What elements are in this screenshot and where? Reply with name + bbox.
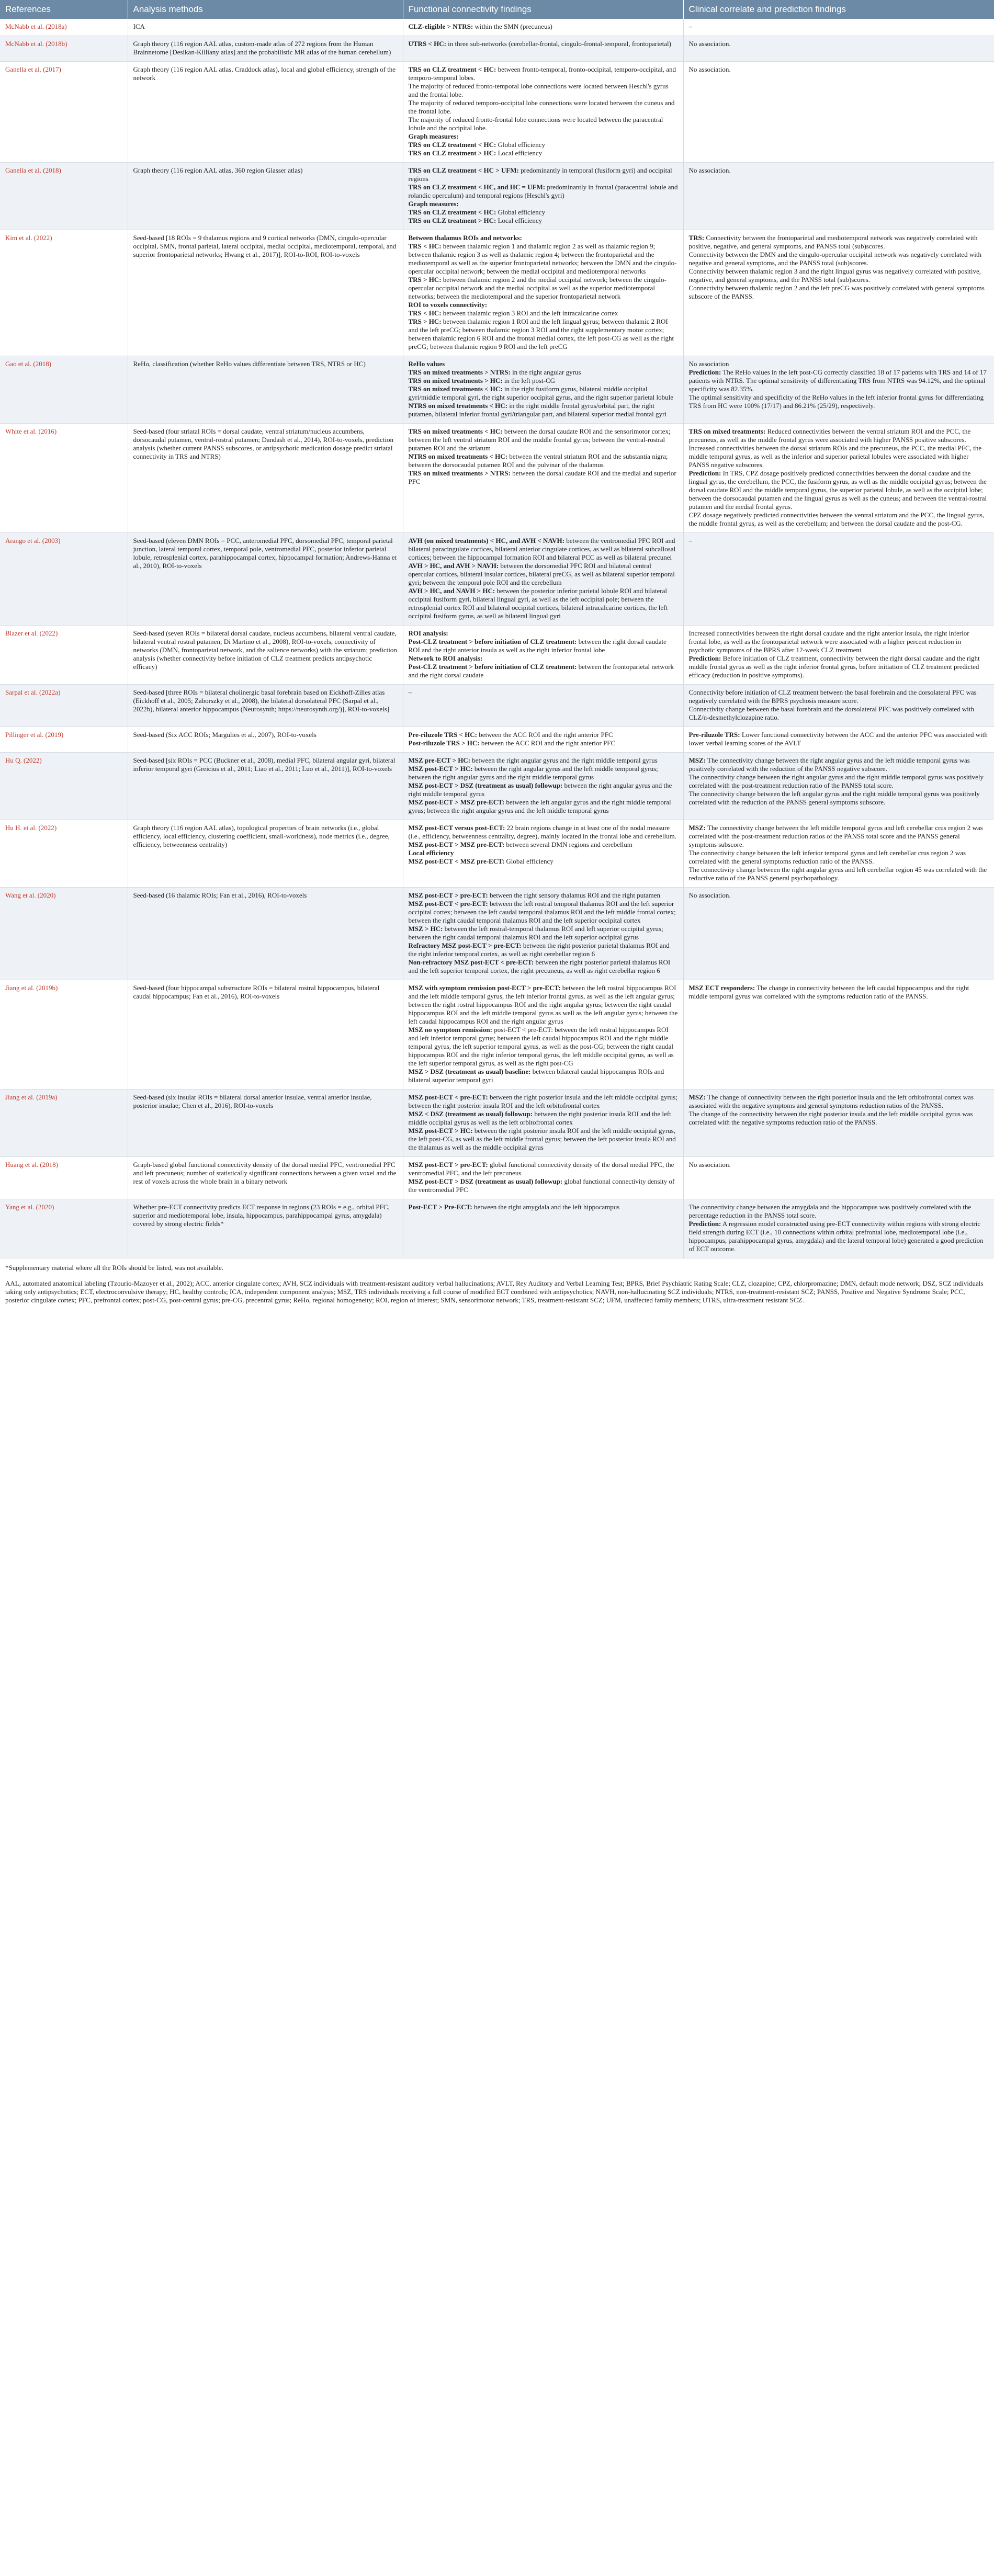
fc-finding-line: MSZ pre-ECT > HC: between the right angular gyrus and the right middle temporal gyrus: [408, 756, 658, 764]
fc-findings-cell: [403, 533, 683, 626]
table-row: [0, 163, 994, 230]
analysis-method-text: ReHo, classification (whether ReHo values differentiate between TRS, NTRS or HC): [133, 360, 366, 368]
fc-finding-line: AVH (on mixed treatments) < HC, and AVH < NAVH: between the ventromedial PFC ROI and bilateral paracingulate cortices, bilateral anterior cingulate cortices, as well as bilateral subcallosal cortices; between the hippocampal formation ROI and bilateral PCC as well as bilateral precunei: [408, 537, 676, 561]
fc-findings-cell: [403, 820, 683, 888]
fc-finding-line: TRS on CLZ treatment > HC: Local efficiency: [408, 217, 543, 224]
fc-finding-line: Pre-riluzole TRS < HC: between the ACC ROI and the right anterior PFC: [408, 731, 613, 739]
clinical-finding-line: –: [688, 22, 692, 30]
reference-cell[interactable]: Huang et al. (2018): [0, 1157, 128, 1199]
fc-findings-cell: [403, 356, 683, 424]
analysis-method-text: Seed-based [six ROIs = PCC (Buckner et al., 2008), medial PFC, bilateral angular gyri, bilateral inferior temporal gyri (Greicius et al., 2011; Liao et al., 2011; Luo et al., 2011)], ROI-to-voxels: [133, 756, 396, 773]
clinical-finding-line: TRS: Connectivity between the frontoparietal and mediotemporal network was negatively correlated with positive, negative, and general symptoms, and PANSS total (sub)scores.: [688, 234, 978, 250]
table-row: [0, 888, 994, 980]
fc-finding-line: MSZ > DSZ (treatment as usual) baseline: between bilateral caudal hippocampus ROIs and bilateral superior temporal gyri: [408, 1068, 664, 1084]
clinical-finding-line: The connectivity change between the right angular gyrus and left cerebellar region 45 was correlated with the reductive ratio of the PANSS general psychopathology.: [688, 866, 987, 882]
fc-finding-line: Non-refractory MSZ post-ECT < pre-ECT: between the right posterior parietal thalamus ROI and the left superior temporal cortex, the right precuneus, as well as right cerebellar region 6: [408, 958, 671, 974]
fc-finding-line: TRS > HC: between thalamic region 2 and the medial occipital network; between the cingulo-opercular occipital network and the medial occipital as well as the superior mediotemporal networks; between the mediotemporal and the superior frontoparietal network: [408, 276, 667, 300]
analysis-method-cell: [128, 19, 403, 36]
clinical-finding-line: MSZ: The change of connectivity between the right posterior insula and the left orbitofrontal cortex was associated with the negative symptoms and general symptoms reduction ratios of the PANSS.: [688, 1093, 974, 1109]
clinical-finding-line: –: [688, 537, 692, 544]
clinical-findings-cell: [683, 1157, 994, 1199]
fc-finding-line: Between thalamus ROIs and networks:: [408, 234, 522, 242]
analysis-method-cell: [128, 230, 403, 356]
reference-cell[interactable]: Ganella et al. (2018): [0, 163, 128, 230]
fc-finding-line: Network to ROI analysis:: [408, 654, 483, 662]
table-row: [0, 753, 994, 820]
table-row: [0, 1090, 994, 1157]
fc-finding-line: ROI analysis:: [408, 629, 448, 637]
fc-findings-cell: [403, 753, 683, 820]
fc-findings-cell: [403, 163, 683, 230]
fc-finding-line: TRS on mixed treatments > NTRS: between the dorsal caudate ROI and the medial and superior PFC: [408, 469, 676, 485]
clinical-finding-line: No association.: [688, 891, 731, 899]
fc-finding-line: Graph measures:: [408, 200, 459, 208]
fc-finding-line: MSZ post-ECT > DSZ (treatment as usual) followup: global functional connectivity density of the ventromedial PFC: [408, 1177, 675, 1194]
table-row: [0, 230, 994, 356]
analysis-method-text: Seed-based (Six ACC ROIs; Margulies et al., 2007), ROI-to-voxels: [133, 731, 317, 739]
fc-finding-line: TRS on mixed treatments > NTRS: in the right angular gyrus: [408, 368, 581, 376]
clinical-findings-cell: [683, 727, 994, 753]
clinical-finding-line: The connectivity change between the left inferior temporal gyrus and left cerebellar crus region 2 was correlated with the general symptoms reduction ratio of the PANSS.: [688, 849, 966, 865]
analysis-method-cell: [128, 888, 403, 980]
column-header-analysis-methods: Analysis methods: [128, 0, 403, 19]
reference-cell[interactable]: Arango et al. (2003): [0, 533, 128, 626]
fc-finding-line: MSZ post-ECT > pre-ECT: global functional connectivity density of the dorsal medial PFC, the ventromedial PFC, and the left precuneus: [408, 1161, 674, 1177]
analysis-method-text: Graph theory (116 region AAL atlas, 360 region Glasser atlas): [133, 166, 303, 174]
analysis-method-cell: [128, 980, 403, 1090]
reference-cell[interactable]: Hu H. et al. (2022): [0, 820, 128, 888]
reference-cell[interactable]: Sarpal et al. (2022a): [0, 685, 128, 727]
analysis-method-text: Seed-based (16 thalamic ROIs; Fan et al., 2016), ROI-to-voxels: [133, 891, 307, 899]
analysis-method-text: Whether pre-ECT connectivity predicts ECT response in regions (23 ROIs = e.g., orbital PFC, superior and mediotemporal lobe, insula, hippocampus, parahippocampal gyrus, amygdala) covered by strong electric fields*: [133, 1203, 390, 1228]
fc-findings-cell: [403, 62, 683, 163]
fc-finding-line: Post-CLZ treatment > before initiation of CLZ treatment: between the frontoparietal network and the right dorsal caudate: [408, 663, 674, 679]
table-row: [0, 424, 994, 533]
fc-finding-line: Post-riluzole TRS > HC: between the ACC ROI and the right anterior PFC: [408, 739, 616, 747]
table-row: [0, 36, 994, 62]
fc-finding-line: The majority of reduced temporo-occipital lobe connections were located between the cuneus and the frontal lobe.: [408, 99, 675, 115]
fc-finding-line: TRS on CLZ treatment < HC: Global efficiency: [408, 208, 545, 216]
clinical-finding-line: MSZ: The connectivity change between the right angular gyrus and the left middle temporal gyrus was positively correlated with the reduction of the PANSS negative subscore.: [688, 756, 970, 773]
clinical-finding-line: The change of the connectivity between the right posterior insula and the left middle occipital gyrus was correlated with the negative symptoms reduction ratio of the PANSS.: [688, 1110, 973, 1126]
table-row: [0, 820, 994, 888]
reference-cell[interactable]: Jiang et al. (2019b): [0, 980, 128, 1090]
analysis-method-text: Seed-based (seven ROIs = bilateral dorsal caudate, nucleus accumbens, bilateral ventral caudate, bilateral ventral rostral putamen; Di Martino et al., 2008), ROI-to-voxels, connectivity of networks (DMN, frontoparietal network, and the salience networks) with the striatum; prediction analysis (whether connectivity before initiation of CLZ treatment predicts antipsychotic efficacy): [133, 629, 397, 671]
fc-finding-line: Local efficiency: [408, 849, 454, 857]
fc-finding-line: MSZ post-ECT > MSZ pre-ECT: between the left angular gyrus and the right middle temporal gyrus; between the right angular gyrus and the left middle temporal gyrus: [408, 798, 671, 814]
fc-finding-line: MSZ post-ECT versus post-ECT: 22 brain regions change in at least one of the nodal measure (i.e., efficiency, betweenness centrality, degree), mainly located in the frontal lobe and cerebellum.: [408, 824, 676, 840]
fc-finding-line: TRS on CLZ treatment > HC: Local efficiency: [408, 149, 543, 157]
clinical-findings-cell: [683, 424, 994, 533]
table-body: [0, 19, 994, 1258]
clinical-findings-cell: [683, 62, 994, 163]
analysis-method-text: ICA: [133, 22, 145, 30]
fc-finding-line: MSZ post-ECT > HC: between the right angular gyrus and the left middle temporal gyrus; between the right angular gyrus and the right middle temporal gyrus: [408, 765, 658, 781]
clinical-finding-line: Prediction: In TRS, CPZ dosage positively predicted connectivities between the dorsal caudate and the lingual gyrus, the cerebellum, the PCC, the fusiform gyrus, as well as the middle occipital gyrus; between the dorsal caudate ROI and the middle temporal gyrus, the superior parietal lobule, as well as the occipital lobe; between the dorsocaudal putamen and the lingual gyrus as well as the cuneus; and between the ventral-rostral putamen and the medial frontal gyrus.: [688, 469, 987, 510]
analysis-method-cell: [128, 533, 403, 626]
reference-cell[interactable]: Pillinger et al. (2019): [0, 727, 128, 753]
fc-finding-line: Post-ECT > Pre-ECT: between the right amygdala and the left hippocampus: [408, 1203, 620, 1211]
fc-finding-line: MSZ post-ECT > MSZ pre-ECT: between several DMN regions and cerebellum: [408, 841, 632, 848]
reference-cell[interactable]: White et al. (2016): [0, 424, 128, 533]
clinical-findings-cell: [683, 356, 994, 424]
fc-finding-line: –: [408, 688, 412, 696]
clinical-finding-line: No association: [688, 360, 729, 368]
analysis-method-cell: [128, 163, 403, 230]
table-row: [0, 19, 994, 36]
fc-findings-cell: [403, 980, 683, 1090]
clinical-finding-line: No association.: [688, 1161, 731, 1168]
analysis-method-cell: [128, 1157, 403, 1199]
fc-finding-line: MSZ > HC: between the left rostral-temporal thalamus ROI and left superior occipital gyrus; between the right caudal temporal thalamus ROI and the left superior occipital gyrus: [408, 925, 663, 941]
analysis-method-text: Seed-based (six insular ROIs = bilateral dorsal anterior insulae, ventral anterior insulae, posterior insulae; Chen et al., 2016), ROI-to-voxels: [133, 1093, 372, 1109]
clinical-finding-line: The connectivity change between the amygdala and the hippocampus was positively correlated with the percentage reduction in the PANSS total score.: [688, 1203, 972, 1219]
clinical-findings-cell: [683, 1199, 994, 1258]
column-header-fc-findings: Functional connectivity findings: [403, 0, 683, 19]
clinical-findings-cell: [683, 19, 994, 36]
fc-findings-cell: [403, 727, 683, 753]
clinical-finding-line: MSZ ECT responders: The change in connectivity between the left caudal hippocampus and the right middle temporal gyrus was correlated with the symptoms reduction ratio of the PANSS.: [688, 984, 969, 1000]
analysis-method-cell: [128, 727, 403, 753]
table-row: [0, 1157, 994, 1199]
fc-finding-line: CLZ-eligible > NTRS: within the SMN (precuneus): [408, 22, 552, 30]
footnote-supplementary: *Supplementary material where all the ROIs should be listed, was not available.: [5, 1264, 223, 1272]
fc-finding-line: TRS < HC: between thalamic region 1 and thalamic region 2 as well as thalamic region 9; between thalamic region 3 as well as thalamic region 4; between the frontoparietal and the mediotemporal as well as the superior frontoparietal networks; between the DMN and the cingulo-opercular occipital network; between the medial occipital and mediotemporal networks: [408, 242, 677, 275]
fc-finding-line: TRS on CLZ treatment < HC: between fronto-temporal, fronto-occipital, temporo-occipital, and temporo-temporal lobes.: [408, 65, 676, 82]
reference-cell[interactable]: Gao et al. (2018): [0, 356, 128, 424]
table-row: [0, 356, 994, 424]
table-row: [0, 62, 994, 163]
fc-findings-cell: [403, 36, 683, 62]
fc-finding-line: MSZ no symptom remission: post-ECT < pre-ECT: between the left rostral hippocampus ROI and left inferior temporal gyrus; between the left caudal hippocampus ROI and the right middle temporal gyrus, the left superior temporal gyrus, as well as the post-CG; between the right caudal hippocampus ROI and the right inferior temporal gyrus, the left middle occipital gyrus, as well as the left superior temporal gyrus, as well as the right post-CG: [408, 1026, 674, 1067]
fc-finding-line: The majority of reduced fronto-temporal lobe connections were located between Heschl's gyrus and the frontal lobe.: [408, 82, 669, 98]
clinical-findings-cell: [683, 36, 994, 62]
reference-cell[interactable]: Kim et al. (2022): [0, 230, 128, 356]
fc-finding-line: MSZ post-ECT > DSZ (treatment as usual) followup: between the right angular gyrus and the right middle temporal gyrus: [408, 781, 672, 798]
analysis-method-text: Seed-based [18 ROIs = 9 thalamus regions and 9 cortical networks (DMN, cingulo-opercular occipital, SMN, frontal parietal, lateral occipital, medial occipital, mediotemporal, temporal, and superior frontoparietal networks; Hwang et al., 2017)], ROI-to-ROI, ROI-to-voxels: [133, 234, 397, 258]
analysis-method-text: Graph theory (116 region AAL atlas, custom-made atlas of 272 regions from the Human Brainnetome [Desikan-Killiany atlas] and the probabilistic MR atlas of the human cerebellum): [133, 40, 391, 56]
clinical-finding-line: Prediction: Before initiation of CLZ treatment, connectivity between the right dorsal caudate and the right middle frontal gyrus as well as the right inferior frontal gyrus, before initiation of CLZ treatment predicted efficacy (reduction in positive symptoms).: [688, 654, 980, 679]
fc-finding-line: NTRS on mixed treatments < HC: between the ventral striatum ROI and the substantia nigra; between the dorsocaudal putamen ROI and the pulvinar of the thalamus: [408, 452, 668, 469]
fc-finding-line: TRS < HC: between thalamic region 3 ROI and the left intracalcarine cortex: [408, 309, 618, 317]
analysis-method-cell: [128, 1199, 403, 1258]
fc-findings-cell: [403, 19, 683, 36]
fc-finding-line: AVH > HC, and NAVH > HC: between the posterior inferior parietal lobule ROI and bilateral occipital fusiform gyri, bilateral lingual gyri, as well as the left occipital pole; between the retrosplenial cortex ROI and bilateral occipital cortices, bilateral intracalcarine cortices, the left occipital fusiform gyrus, as well as bilateral lingual gyri: [408, 587, 668, 620]
clinical-finding-line: The connectivity change between the left angular gyrus and the right middle temporal gyrus was positively correlated with the reduction of the PANSS general symptoms subscore.: [688, 790, 980, 806]
reference-cell[interactable]: McNabb et al. (2018b): [0, 36, 128, 62]
reference-cell[interactable]: Wang et al. (2020): [0, 888, 128, 980]
fc-finding-line: MSZ with symptom remission post-ECT > pre-ECT: between the left rostral hippocampus ROI and the left middle temporal gyrus, the left inferior frontal gyrus, as well as the left angular gyrus; between the right rostral hippocampus ROI and the right angular gyrus; between the right caudal hippocampus ROI and the left middle temporal gyrus as well as the left angular gyrus; between the left caudal hippocampus ROI and the right angular gyrus: [408, 984, 678, 1025]
clinical-finding-line: Prediction: The ReHo values in the left post-CG correctly classified 18 of 17 patients with TRS and 14 of 17 patients with NTRS. The optimal sensitivity of differentiating TRS from NTRS was 94.12%, and the optimal specificity was 82.35%.: [688, 368, 987, 393]
table-row: [0, 533, 994, 626]
analysis-method-cell: [128, 36, 403, 62]
clinical-finding-line: The connectivity change between the right angular gyrus and the right middle temporal gyrus was positively correlated with the post-treatment reduction ratio of the PANSS total score.: [688, 773, 984, 789]
fc-finding-line: ReHo values: [408, 360, 445, 368]
clinical-finding-line: TRS on mixed treatments: Reduced connectivities between the ventral striatum ROI and the PCC, the precuneus, as well as the middle frontal gyrus were associated with higher PANSS positive subscores.: [688, 427, 971, 444]
fc-finding-line: TRS on CLZ treatment < HC, and HC = UFM: predominantly in frontal (paracentral lobule and rolandic operculum) and temporal regions (Heschl's gyri): [408, 183, 678, 199]
clinical-findings-cell: [683, 980, 994, 1090]
clinical-finding-line: The optimal sensitivity and specificity of the ReHo values in the left inferior frontal gyrus for differentiating TRS from HC were 100% (17/17) and 86.21% (25/29), respectively.: [688, 393, 984, 410]
fc-finding-line: TRS on CLZ treatment < HC: Global efficiency: [408, 141, 545, 149]
clinical-findings-cell: [683, 626, 994, 685]
fc-findings-cell: [403, 1157, 683, 1199]
clinical-findings-cell: [683, 753, 994, 820]
fc-findings-cell: [403, 685, 683, 727]
table-row: [0, 626, 994, 685]
clinical-finding-line: Pre-riluzole TRS: Lower functional connectivity between the ACC and the anterior PFC was associated with lower verbal learning scores of the AVLT: [688, 731, 988, 747]
table-row: [0, 1199, 994, 1258]
fc-finding-line: MSZ post-ECT < MSZ pre-ECT: Global efficiency: [408, 857, 554, 865]
clinical-finding-line: No association.: [688, 40, 731, 48]
fc-findings-cell: [403, 1199, 683, 1258]
table-header: [0, 0, 994, 19]
clinical-findings-cell: [683, 163, 994, 230]
fc-finding-line: MSZ < DSZ (treatment as usual) followup: between the right posterior insula ROI and the left middle occipital gyrus as well as the left orbitofrontal cortex: [408, 1110, 671, 1126]
analysis-method-cell: [128, 685, 403, 727]
table-row: [0, 685, 994, 727]
fc-finding-line: AVH > HC, and AVH > NAVH: between the dorsomedial PFC ROI and bilateral central opercular cortices, bilateral insular cortices, bilateral preCG, as well as bilateral superior temporal gyri; between the temporal pole ROI and the cerebellum: [408, 562, 675, 586]
clinical-finding-line: No association.: [688, 166, 731, 174]
table-row: [0, 980, 994, 1090]
clinical-finding-line: Increased connectivities between the right dorsal caudate and the right anterior insula, the right inferior frontal lobe, as well as the frontoparietal network were associated with a higher percent reduction in psychotic symptoms of the BPRS after 12-week CLZ treatment: [688, 629, 969, 654]
table-row: [0, 727, 994, 753]
clinical-finding-line: Increased connectivities between the dorsal striatum ROIs and the precuneus, the PCC, the medial PFC, the middle temporal gyrus, as well as the inferior and superior parietal lobules were associated with higher PANSS negative subscores.: [688, 444, 982, 469]
fc-finding-line: Post-CLZ treatment > before initiation of CLZ treatment: between the right dorsal caudate ROI and the right anterior insula as well as the right inferior frontal lobe: [408, 638, 667, 654]
fc-findings-cell: [403, 1090, 683, 1157]
reference-cell[interactable]: Ganella et al. (2017): [0, 62, 128, 163]
clinical-finding-line: Connectivity before initiation of CLZ treatment between the basal forebrain and the dorsolateral PFC was negatively correlated with the BPRS psychosis measure score.: [688, 688, 977, 705]
analysis-method-text: Seed-based (four striatal ROIs = dorsal caudate, ventral striatum/nucleus accumbens, dorsocaudal putamen, ventral-rostral putamen; Dandash et al., 2014), ROI-to-voxels, prediction analysis (whether current PANSS subscores, or antipsychotic medication dosage predict striatal connectivity in TRS and NTRS): [133, 427, 393, 460]
fc-finding-line: TRS on mixed treatments < HC: in the right fusiform gyrus, bilateral middle occipital gyri/middle temporal gyri, the right superior occipital gyrus, and the right superior parietal lobule: [408, 385, 674, 401]
fc-findings-cell: [403, 424, 683, 533]
analysis-method-cell: [128, 753, 403, 820]
analysis-method-cell: [128, 424, 403, 533]
footnote-abbreviations: AAL, automated anatomical labeling (Tzourio-Mazoyer et al., 2002); ACC, anterior cingulate cortex; AVH, SCZ individuals with treatment-resistant auditory verbal hallucinations; AVLT, Rey Auditory and Verbal Learning Test; BPRS, Brief Psychiatric Rating Scale; CLZ, clozapine; CPZ, chlorpromazine; DMN, default mode network; DSZ, SCZ individuals taking only antipsychotics; ECT, electroconvulsive therapy; HC, healthy controls; ICA, independent component analysis; MSZ, TRS individuals receiving a full course of modified ECT combined with antipsychotics; NAVH, non-hallucinating SCZ individuals; NTRS, non-treatment-resistant SCZ; PANSS, Positive and Negative Syndrome Scale; PCC, posterior cingulate cortex; PFC, prefrontal cortex; post-CG, post-central gyrus; pre-CG, precentral gyrus; ReHo, regional homogeneity; ROI, region of interest; SMN, sensorimotor network; TRS, treatment-resistant SCZ; UFM, unaffected family members; UTRS, ultra-treatment resistant SCZ.: [5, 1279, 984, 1304]
fc-findings-cell: [403, 230, 683, 356]
fc-finding-line: TRS on mixed treatments < HC: between the dorsal caudate ROI and the sensorimotor cortex; between the left ventral striatum ROI and the middle frontal gyrus; between the ventral-rostral putamen ROI and the striatum: [408, 427, 671, 452]
analysis-method-text: Graph-based global functional connectivity density of the dorsal medial PFC, ventromedial PFC and left precuneus; number of statistically significant connections between a given voxel and the rest of voxels across the whole brain in a binary network: [133, 1161, 397, 1185]
fc-finding-line: NTRS on mixed treatments < HC: in the right middle frontal gyrus/orbital part, the right putamen, bilateral inferior frontal gyri/triangular part, and bilateral superior medial frontal gyri: [408, 402, 667, 418]
analysis-method-cell: [128, 1090, 403, 1157]
fc-finding-line: The majority of reduced fronto-frontal lobe connections were located between the paracentral lobule and the occipital lobe.: [408, 116, 663, 132]
fc-findings-cell: [403, 888, 683, 980]
reference-cell[interactable]: Jiang et al. (2019a): [0, 1090, 128, 1157]
clinical-findings-cell: [683, 230, 994, 356]
analysis-method-cell: [128, 626, 403, 685]
clinical-finding-line: Connectivity change between the basal forebrain and the dorsolateral PFC was positively correlated with CLZ/n-desmethylclozapine ratio.: [688, 705, 974, 721]
clinical-finding-line: Connectivity between the DMN and the cingulo-opercular occipital network was negatively correlated with negative and general symptoms, and the PANSS total (sub)scores.: [688, 251, 982, 267]
fc-finding-line: TRS on mixed treatments > HC: in the left post-CG: [408, 377, 556, 384]
fc-finding-line: Refractory MSZ post-ECT > pre-ECT: between the right posterior parietal thalamus ROI and the right inferior temporal cortex, as well as right cerebellar region 6: [408, 941, 670, 958]
column-header-references: References: [0, 0, 128, 19]
clinical-findings-cell: [683, 685, 994, 727]
fc-finding-line: TRS > HC: between thalamic region 1 ROI and the left lingual gyrus; between thalamic 2 ROI and the left preCG; between thalamic region 3 ROI and the right supplementary motor cortex; between thalamic region 6 ROI and the frontal medial cortex, the left post-CG as well as the right preCG; between thalamic region 9 ROI and the left preCG: [408, 317, 674, 350]
analysis-method-cell: [128, 356, 403, 424]
clinical-finding-line: Connectivity between thalamic region 3 and the right lingual gyrus was negatively correlated with positive, negative, and general symptoms, and the PANSS total (sub)scores.: [688, 267, 981, 283]
analysis-method-text: Seed-based (eleven DMN ROIs = PCC, anteromedial PFC, dorsomedial PFC, temporal parietal junction, lateral temporal cortex, temporal pole, ventromedial PFC, posterior inferior parietal lobule, retrosplenial cortex, parahippocampal cortex, hippocampal formation; Andrews-Hanna et al., 2010), ROI-to-voxels: [133, 537, 397, 570]
fc-finding-line: TRS on CLZ treatment < HC > UFM: predominantly in temporal (fusiform gyri) and occipital regions: [408, 166, 672, 183]
fc-findings-cell: [403, 626, 683, 685]
fc-finding-line: UTRS < HC: in three sub-networks (cerebellar-frontal, cingulo-frontal-temporal, frontoparietal): [408, 40, 671, 48]
clinical-finding-line: CPZ dosage negatively predicted connectivities between the ventral striatum and the PCC, the lingual gyrus, the middle frontal gyrus, as well as the cerebellum; and between the dorsal caudate and the post-CG.: [688, 511, 985, 527]
clinical-finding-line: MSZ: The connectivity change between the left middle temporal gyrus and left cerebellar crus region 2 was correlated with the post-treatment reduction ratios of the PANSS total score and the PANSS general symptoms subscore.: [688, 824, 983, 848]
fc-finding-line: MSZ post-ECT > HC: between the right posterior insula ROI and the left middle occipital gyrus, the left post-CG, as well as the left middle frontal gyrus; between the left posterior insula ROI and the thalamus as well as the middle occipital gyrus: [408, 1127, 676, 1151]
fc-finding-line: MSZ post-ECT > pre-ECT: between the right sensory thalamus ROI and the right putamen: [408, 891, 660, 899]
analysis-method-cell: [128, 62, 403, 163]
analysis-method-text: Graph theory (116 region AAL atlas), topological properties of brain networks (i.e., global efficiency, local efficiency, clustering coefficient, small-worldness), node metrics (i.e., degree, efficiency, betweenness centrality): [133, 824, 390, 848]
clinical-findings-cell: [683, 820, 994, 888]
analysis-method-text: Graph theory (116 region AAL atlas, Craddock atlas), local and global efficiency, strength of the network: [133, 65, 396, 82]
fc-finding-line: MSZ post-ECT < pre-ECT: between the left rostral temporal thalamus ROI and the left superior occipital cortex; between the left caudal temporal thalamus ROI and the left middle frontal cortex; between the right caudal temporal thalamus ROI and the left superior occipital cortex: [408, 900, 676, 924]
clinical-finding-line: No association.: [688, 65, 731, 73]
clinical-finding-line: Prediction: A regression model constructed using pre-ECT connectivity within regions with strong electric field strength during ECT (i.e., 10 connections within orbital prefrontal lobe, mediotemporal lobe (i.e., hippocampus, parahippocampal gyrus, amygdala) and the lateral temporal lobe) generated a good prediction of ECT outcome.: [688, 1220, 984, 1253]
analysis-method-cell: [128, 820, 403, 888]
fc-finding-line: ROI to voxels connectivity:: [408, 301, 488, 309]
clinical-findings-cell: [683, 888, 994, 980]
column-header-clinical-findings: Clinical correlate and prediction findings: [683, 0, 994, 19]
analysis-method-text: Seed-based (four hippocampal substructure ROIs = bilateral rostral hippocampus, bilateral caudal hippocampus; Fan et al., 2016), ROI-to-voxels: [133, 984, 380, 1000]
findings-table: [0, 0, 994, 1258]
reference-cell[interactable]: McNabb et al. (2018a): [0, 19, 128, 36]
clinical-findings-cell: [683, 1090, 994, 1157]
fc-finding-line: Graph measures:: [408, 132, 459, 140]
reference-cell[interactable]: Hu Q. (2022): [0, 753, 128, 820]
analysis-method-text: Seed-based [three ROIs = bilateral cholinergic basal forebrain based on Eickhoff-Zilles atlas (Eickhoff et al., 2005; Zaborszky et al., 2008), the bilateral dorsolateral PFC (Sarpal et al., 2022b), bilateral anterior hippocampus (Neurosynth; https://neurosynth.org/)], ROI-to-voxels]: [133, 688, 390, 713]
reference-cell[interactable]: Yang et al. (2020): [0, 1199, 128, 1258]
clinical-finding-line: Connectivity between thalamic region 2 and the left preCG was positively correlated with general symptoms subscore of the PANSS.: [688, 284, 985, 300]
reference-cell[interactable]: Blazer et al. (2022): [0, 626, 128, 685]
footnotes: [0, 1258, 994, 1307]
clinical-findings-cell: [683, 533, 994, 626]
fc-finding-line: MSZ post-ECT < pre-ECT: between the right posterior insula and the left middle occipital gyrus; between the right posterior insula ROI and the left orbitofrontal cortex: [408, 1093, 677, 1109]
